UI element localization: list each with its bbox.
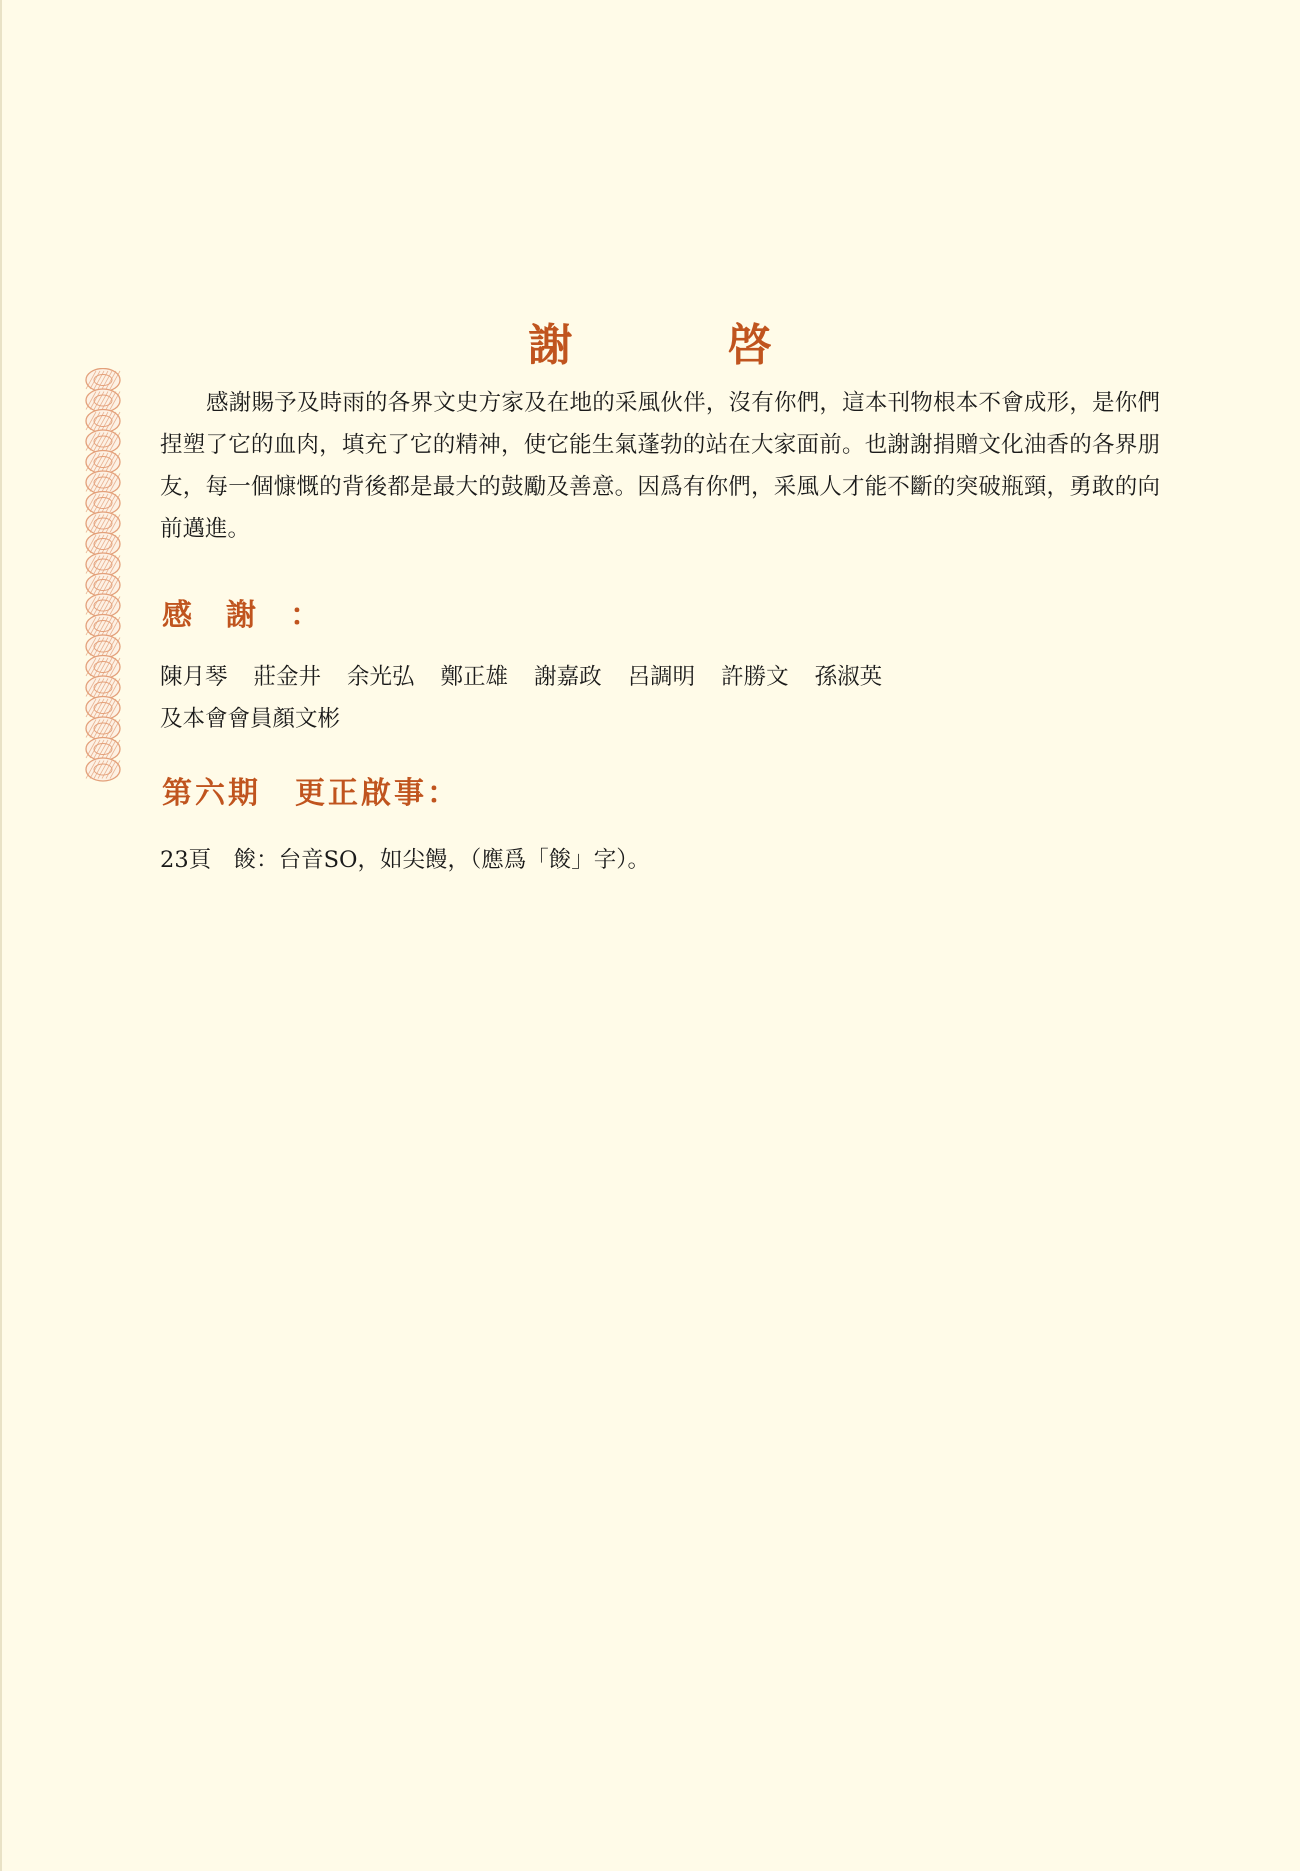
ornament-bead xyxy=(86,717,120,740)
name-item: 孫淑英 xyxy=(814,664,883,690)
correction-text: 23頁 餕：台音SO，如尖饅，（應爲「餕」字）。 xyxy=(160,847,650,873)
ornament-bead xyxy=(86,451,120,474)
ornament-bead xyxy=(86,492,120,515)
ornament-bead xyxy=(86,635,120,658)
thanks-heading xyxy=(162,596,320,636)
ornament-bead xyxy=(86,738,120,761)
names-row xyxy=(160,656,1160,698)
ornament-bead xyxy=(86,471,120,494)
ornament-bead xyxy=(86,369,120,392)
thanks-heading-colon: ： xyxy=(290,598,320,633)
name-item: 莊金井 xyxy=(253,664,322,690)
page-title: 謝 啓 xyxy=(528,320,842,372)
member-line: 及本會會員顏文彬 xyxy=(160,706,341,732)
intro-paragraph: 感謝賜予及時雨的各界文史方家及在地的采風伙伴，沒有你們，這本刊物根本不會成形，是你們捏塑了它的血肉，填充了它的精神，使它能生氣蓬勃的站在大家面前。也謝謝捐贈文化油香的各界朋友，每一個慷慨的背後都是最大的鼓勵及善意。因爲有你們，采風人才能不斷的突破瓶頸，勇敢的向前邁進。 xyxy=(160,390,1160,542)
ornament-bead xyxy=(86,594,120,617)
ornament-bead xyxy=(86,697,120,720)
name-item: 余光弘 xyxy=(347,664,415,690)
correction-heading xyxy=(162,774,460,814)
ornament-bead xyxy=(86,410,120,433)
name-item: 許勝文 xyxy=(721,664,789,690)
ornament-bead xyxy=(86,553,120,576)
ornament-bead xyxy=(86,676,120,699)
name-item: 鄭正雄 xyxy=(440,664,509,690)
thanks-names xyxy=(160,656,1160,740)
ornament-bead xyxy=(86,656,120,679)
ornament-bead xyxy=(86,574,120,597)
ornament-bead xyxy=(86,389,120,412)
name-item: 陳月琴 xyxy=(160,664,228,690)
ornament-chain xyxy=(82,368,124,788)
name-item: 呂調明 xyxy=(627,664,696,690)
ornament-bead xyxy=(86,430,120,453)
ornament-bead xyxy=(86,533,120,556)
ornament-bead xyxy=(86,615,120,638)
ornament-bead xyxy=(86,758,120,781)
ornament-bead xyxy=(86,512,120,535)
correction-heading-notice: 更正啟事： xyxy=(295,776,460,811)
name-item: 謝嘉政 xyxy=(534,664,602,690)
correction-heading-issue: 第六期 xyxy=(162,776,261,811)
thanks-heading-text: 感謝 xyxy=(162,598,290,633)
